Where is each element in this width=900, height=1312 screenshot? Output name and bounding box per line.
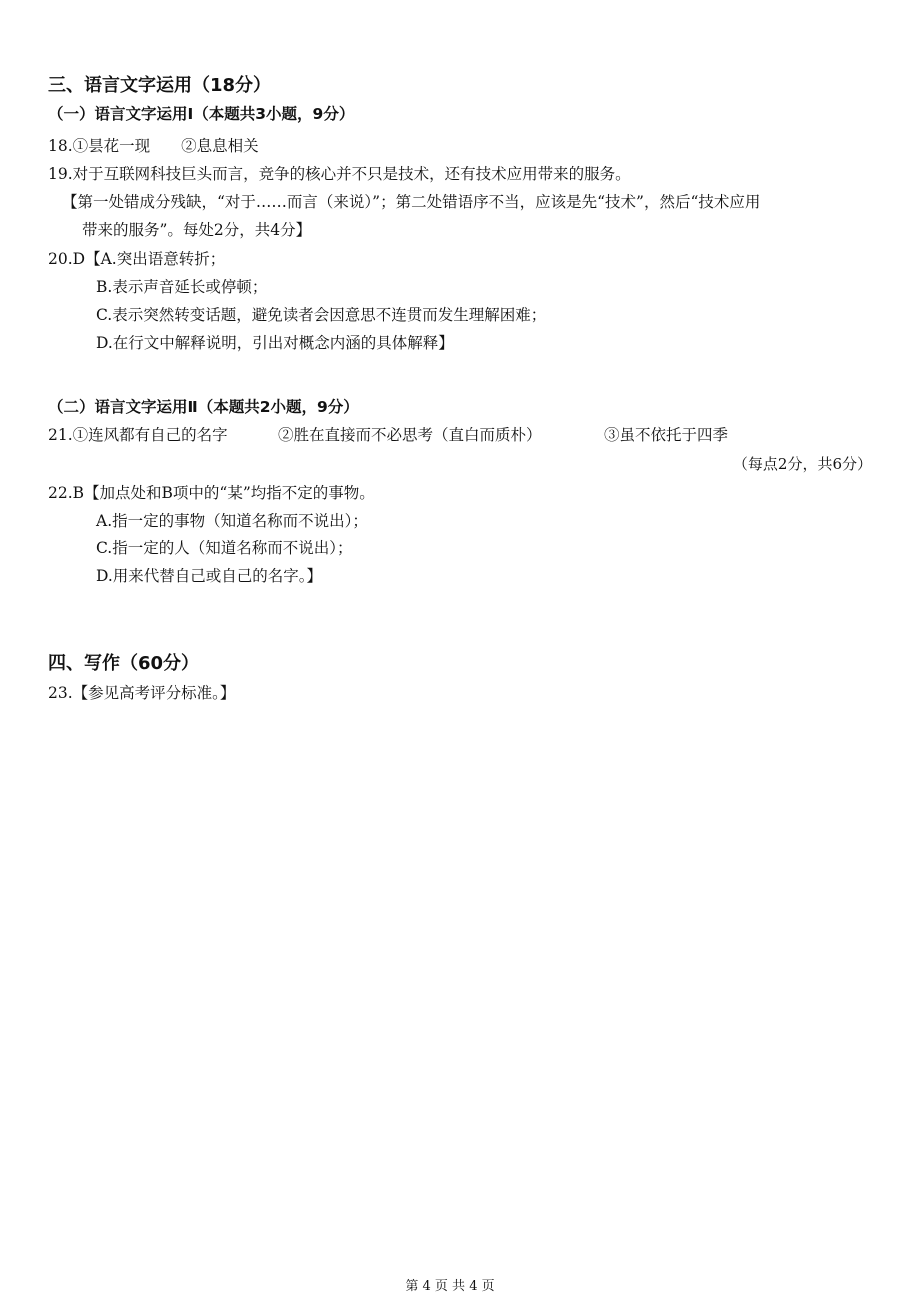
answer-20: 20.D【A.突出语意转折；	[48, 250, 226, 268]
answer-22-option-c: C.指一定的人（知道名称而不说出）；	[96, 539, 353, 557]
answer-22-option-d: D.用来代替自己或自己的名字。】	[96, 567, 323, 585]
answer-22-option-a: A.指一定的事物（知道名称而不说出）；	[96, 512, 368, 530]
section-4-title: 四、写作（60分）	[48, 653, 200, 674]
answer-18: 18.①昙花一现 ②息息相关	[48, 137, 259, 155]
answer-20-option-c: C.表示突然转变话题，避免读者会因意思不连贯而发生理解困难；	[96, 306, 547, 324]
answer-21-item-2: ②胜在直接而不必思考（直白而质朴）	[278, 426, 542, 444]
answer-19: 19.对于互联网科技巨头而言，竞争的核心并不只是技术，还有技术应用带来的服务。	[48, 165, 631, 183]
answer-21-item-3: ③虽不依托于四季	[604, 426, 729, 444]
answer-21-score: （每点2分，共6分）	[732, 455, 872, 473]
answer-19-note-line-2: 带来的服务”。每处2分，共4分】	[82, 221, 312, 239]
section-3-title: 三、语言文字运用（18分）	[48, 75, 272, 96]
answer-23: 23.【参见高考评分标准。】	[48, 684, 236, 702]
part-1-title: （一）语言文字运用Ⅰ（本题共3小题，9分）	[48, 105, 355, 123]
page-number-footer: 第 4 页 共 4 页	[405, 1279, 495, 1294]
answer-19-note-line-1: 【第一处错成分残缺，“对于……而言（来说）”；第二处错语序不当，应该是先“技术”，然后“技术应用	[62, 193, 761, 211]
part-2-title: （二）语言文字运用Ⅱ（本题共2小题，9分）	[48, 398, 359, 416]
answer-21-item-1: 21.①连风都有自己的名字	[48, 426, 228, 444]
answer-22: 22.B【加点处和B项中的“某”均指不定的事物。	[48, 484, 375, 502]
answer-20-option-d: D.在行文中解释说明，引出对概念内涵的具体解释】	[96, 334, 454, 352]
answer-20-option-b: B.表示声音延长或停顿；	[96, 278, 268, 296]
